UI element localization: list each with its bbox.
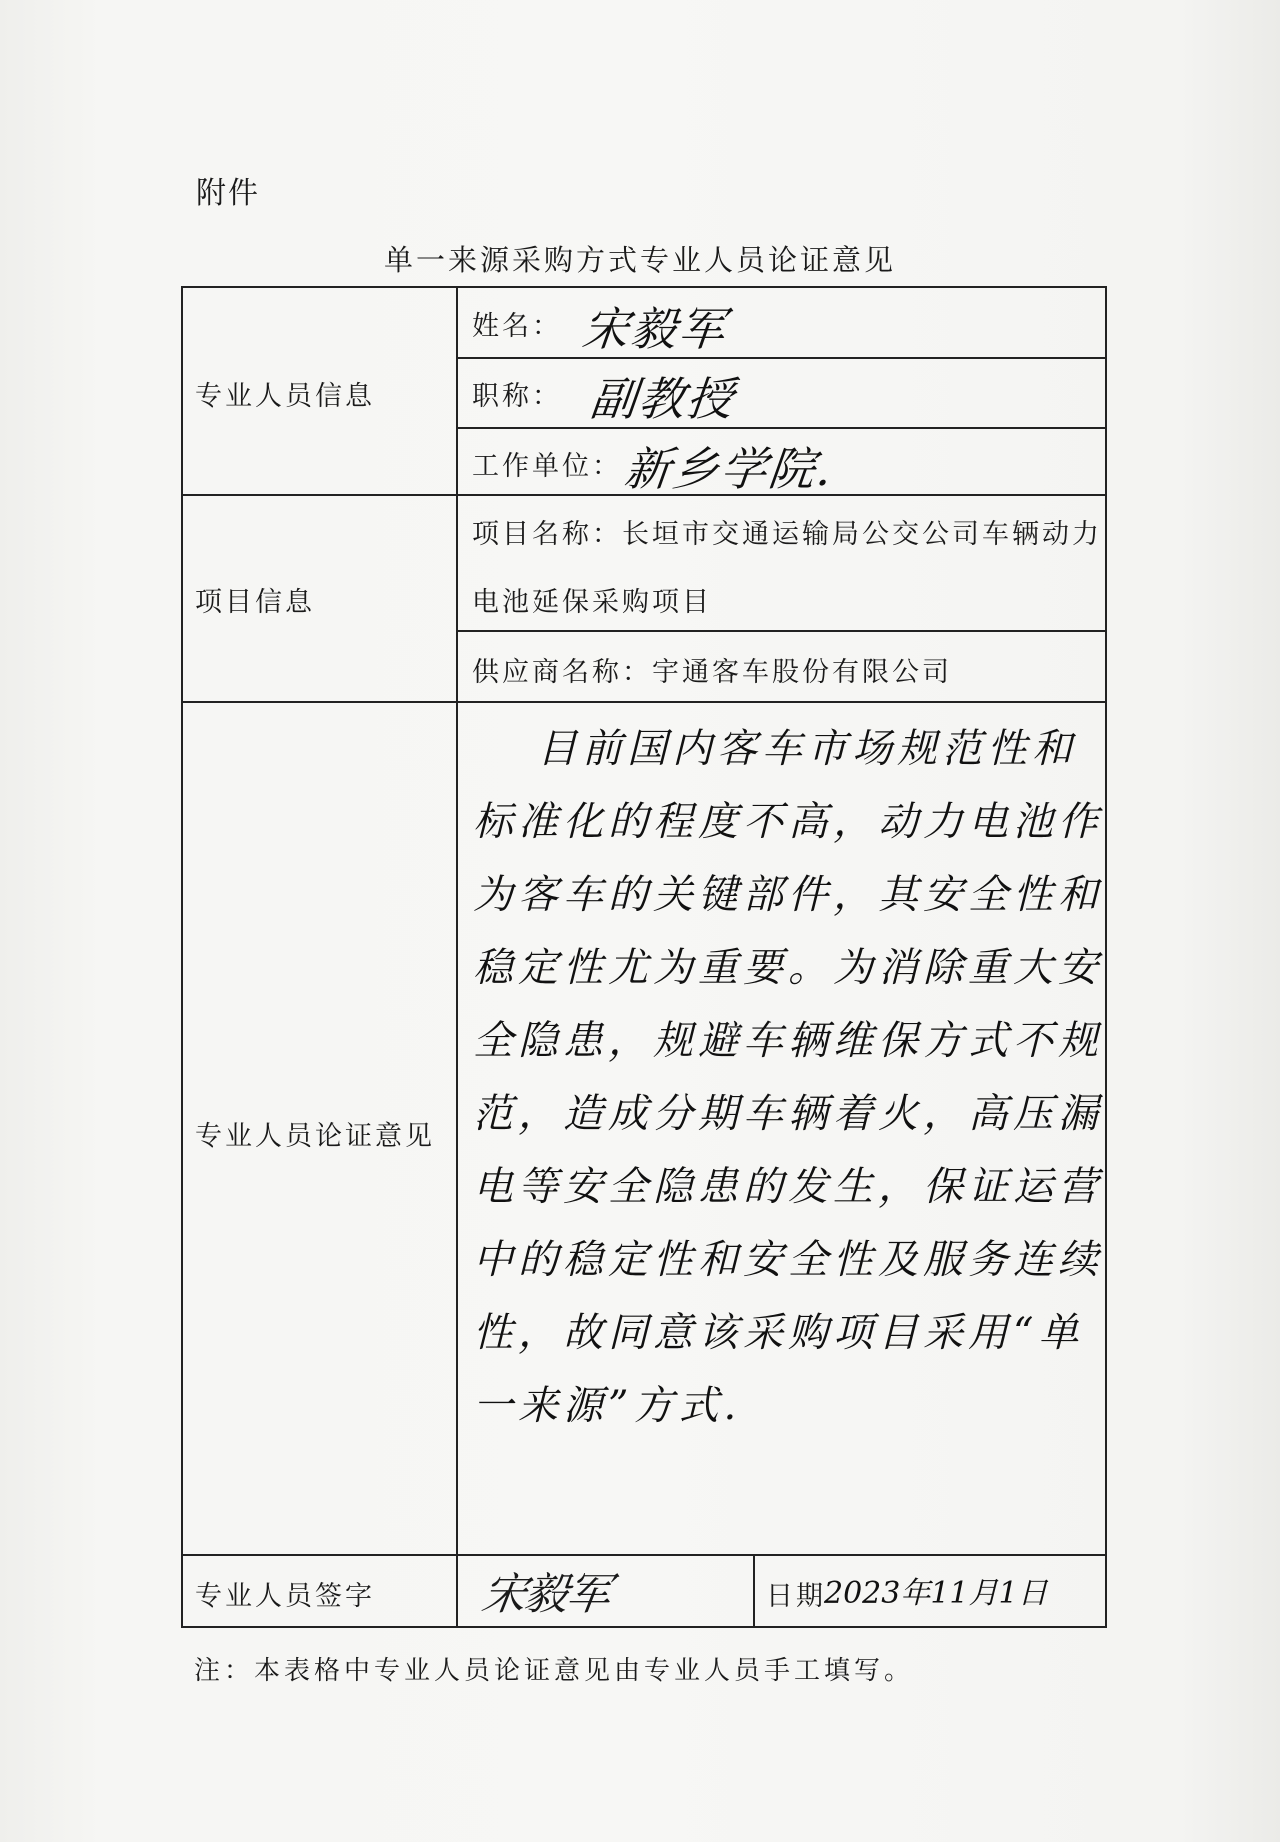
name-handwritten: 宋毅军	[579, 302, 730, 356]
name-label: 姓名：	[472, 311, 562, 342]
work-unit-label: 工作单位：	[472, 451, 622, 482]
personnel-info-header: 专业人员信息	[195, 381, 375, 412]
opinion-handwritten: 目前国内客车市场规范性和标准化的程度不高，动力电池作为客车的关键部件，其安全性和稳定性尤为重要。为消除重大安全隐患，规避车辆维保方式不规范，造成分期车辆着火，高压漏电等安全隐患的发生，保证运营中的稳定性和安全性及服务连续性，故同意该采购项目采用“单一来源”方式.	[473, 726, 1103, 1429]
signature-handwritten: 宋毅军	[478, 1569, 612, 1620]
date-handwritten: 2023年11月1日	[824, 1576, 1048, 1611]
row-divider	[458, 427, 1107, 429]
work-unit-handwritten: 新乡学院.	[621, 442, 837, 496]
column-divider	[456, 288, 458, 1626]
date-divider	[753, 1554, 755, 1626]
signature-label: 专业人员签字	[195, 1581, 375, 1612]
opinion-form-table	[181, 286, 1107, 1628]
row-divider	[458, 630, 1107, 632]
row-divider	[458, 357, 1107, 359]
form-title: 单一来源采购方式专业人员论证意见	[383, 243, 896, 277]
date-label: 日期	[766, 1581, 826, 1612]
attachment-label: 附件	[196, 176, 260, 211]
project-info-header: 项目信息	[195, 587, 315, 618]
title-label: 职称：	[472, 381, 562, 412]
signature-cell	[183, 1554, 753, 1626]
row-divider	[183, 701, 1107, 703]
title-handwritten: 副教授	[587, 372, 738, 426]
project-name-line1: 项目名称：长垣市交通运输局公交公司车辆动力	[472, 519, 1102, 550]
opinion-header: 专业人员论证意见	[195, 1121, 435, 1152]
supplier-name: 供应商名称：宇通客车股份有限公司	[472, 657, 952, 688]
project-name-line2: 电池延保采购项目	[472, 587, 712, 618]
footnote: 注：本表格中专业人员论证意见由专业人员手工填写。	[194, 1656, 915, 1686]
